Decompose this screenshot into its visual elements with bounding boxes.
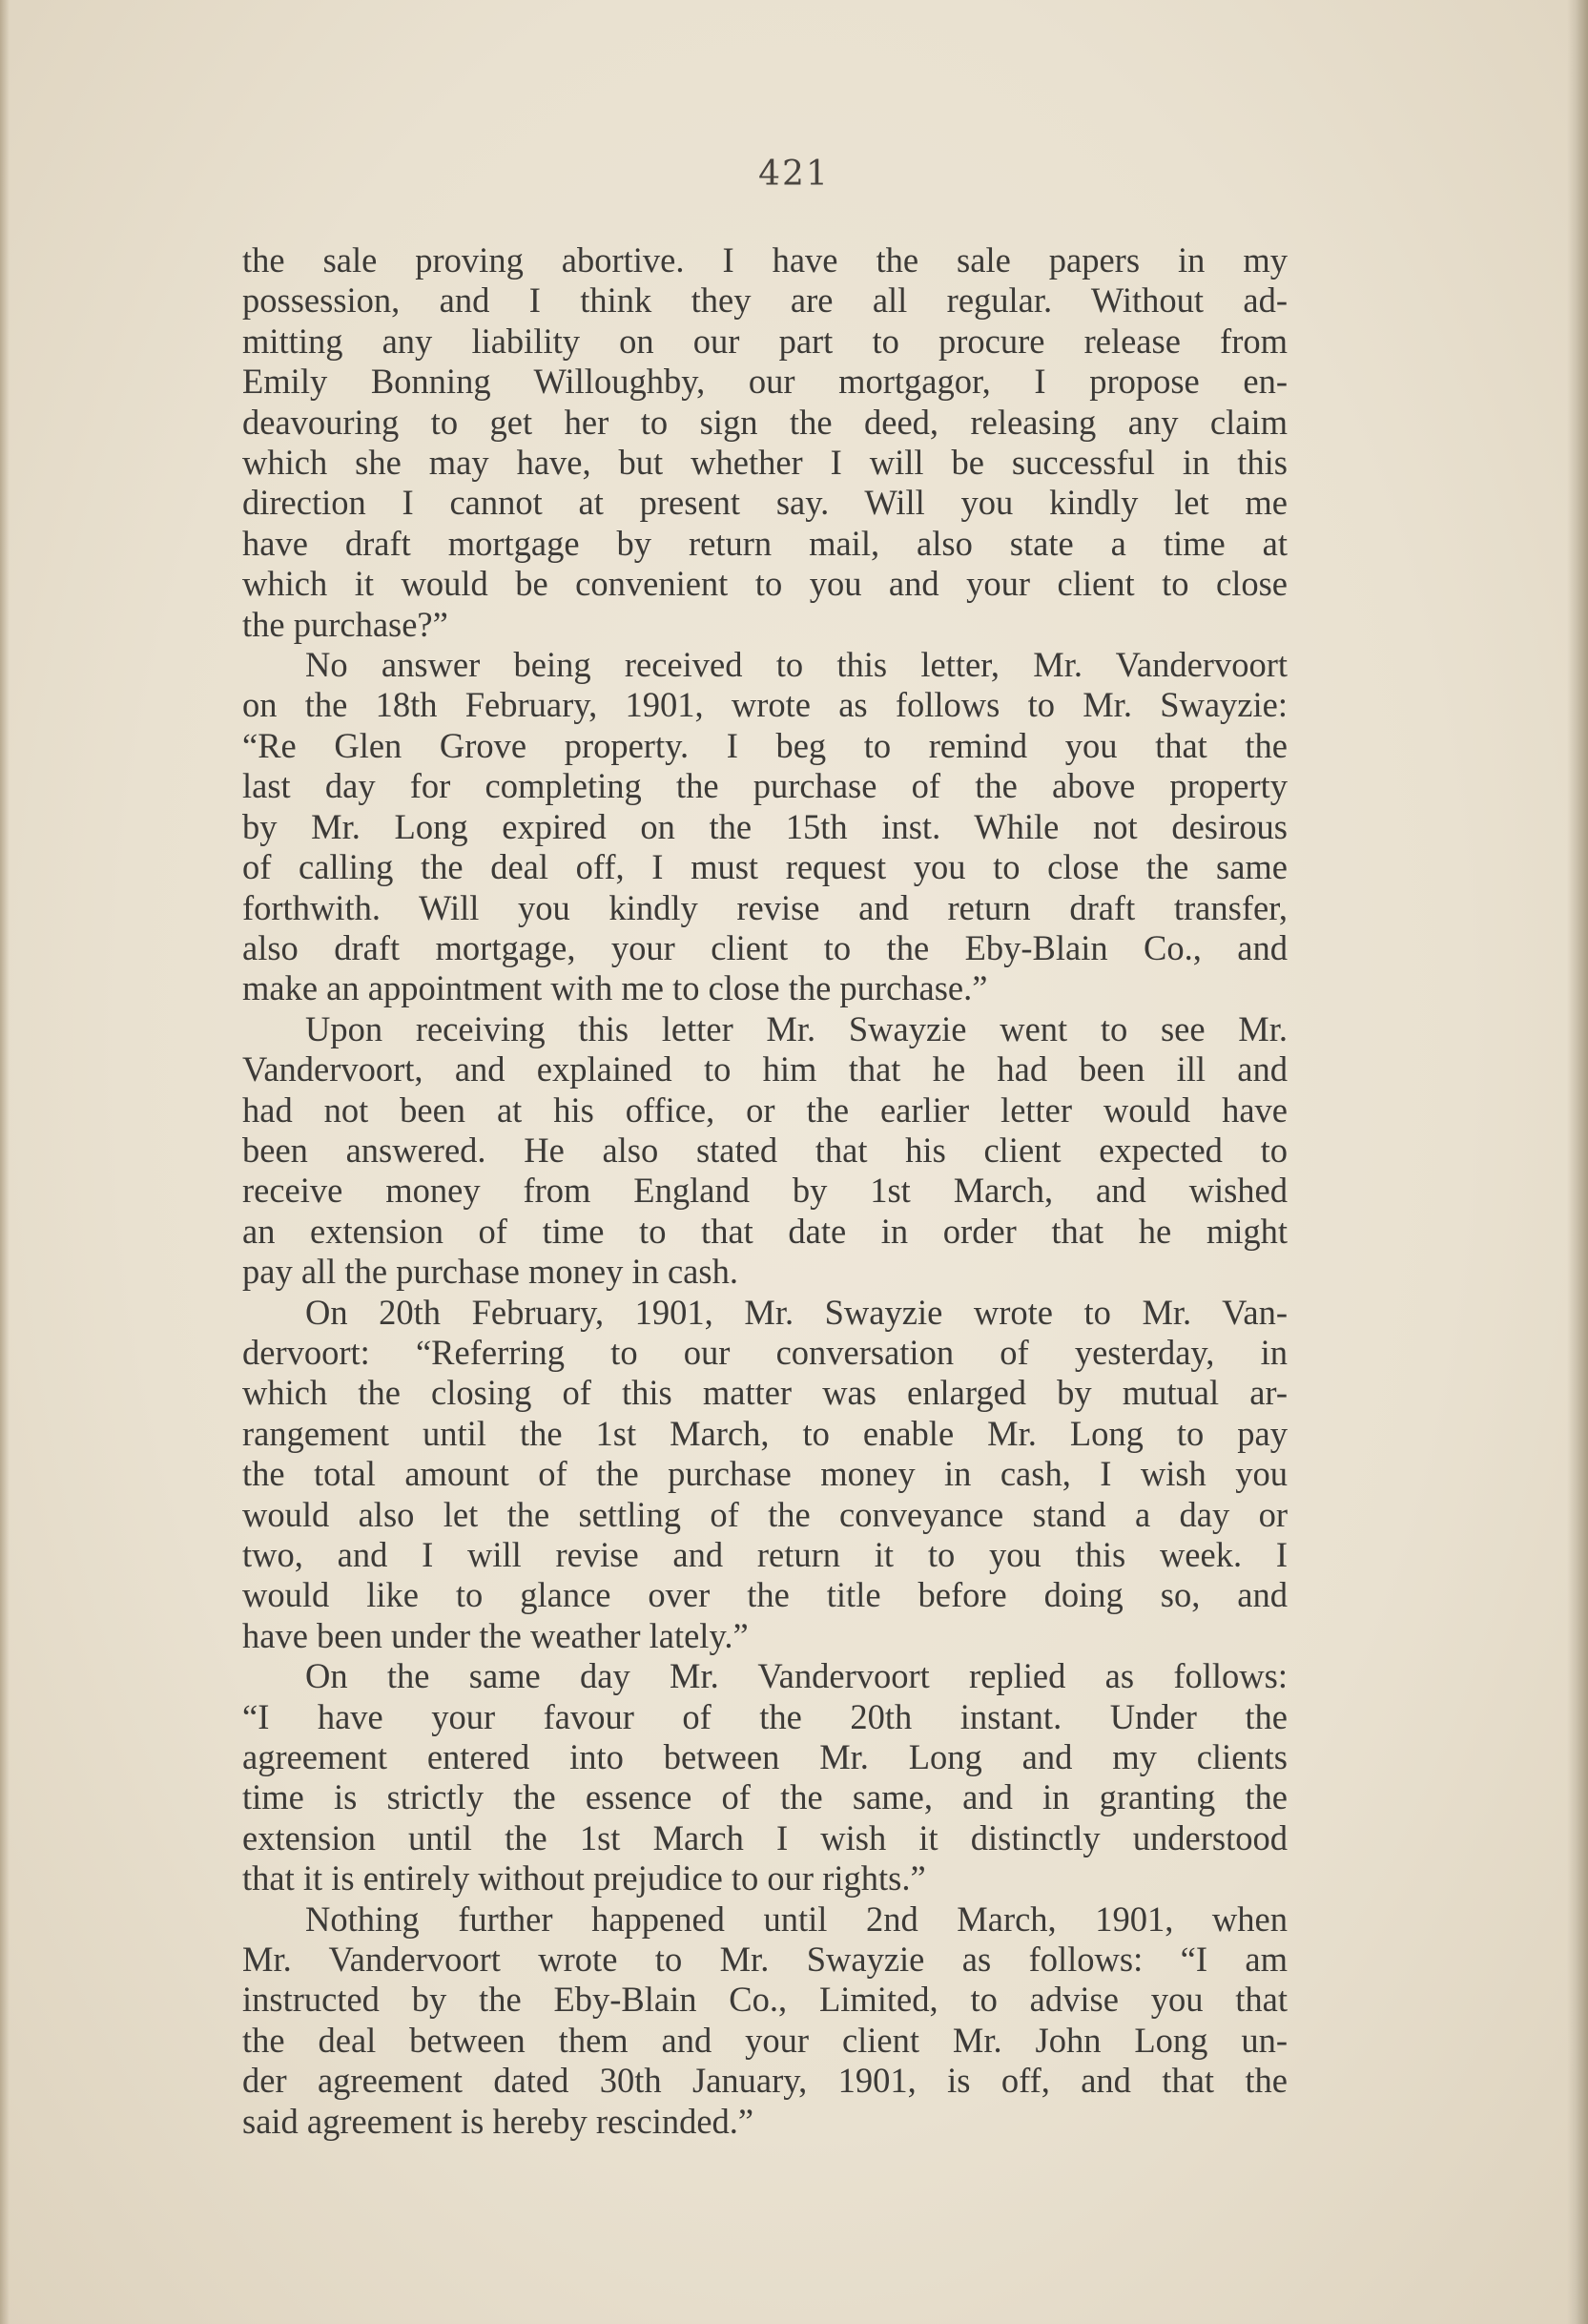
text-line: Nothing further happened until 2nd March, 1901, when <box>305 1899 1288 1939</box>
text-line: pay all the purchase money in cash. <box>242 1252 738 1292</box>
text-line: last day for completing the purchase of the above property <box>242 766 1288 806</box>
text-line: said agreement is hereby rescinded.” <box>242 2101 754 2141</box>
text-line: No answer being received to this letter, Mr. Vandervoort <box>305 645 1288 685</box>
text-line: “I have your favour of the 20th instant. Under the <box>242 1696 1288 1736</box>
text-line: mitting any liability on our part to procure release from <box>242 321 1288 361</box>
text-line: receive money from England by 1st March, and wished <box>242 1171 1288 1211</box>
text-line: on the 18th February, 1901, wrote as follows to Mr. Swayzie: <box>242 685 1288 725</box>
page-number: 421 <box>758 155 830 194</box>
text-line: On the same day Mr. Vandervoort replied as follows: <box>305 1656 1288 1696</box>
text-line: Vandervoort, and explained to him that he had been ill and <box>242 1049 1288 1089</box>
text-line: would like to glance over the title before doing so, and <box>242 1575 1288 1615</box>
text-line: had not been at his office, or the earlier letter would have <box>242 1089 1288 1130</box>
text-line: deavouring to get her to sign the deed, releasing any claim <box>242 402 1288 442</box>
text-line: have draft mortgage by return mail, also state a time at <box>242 523 1288 563</box>
text-line: der agreement dated 30th January, 1901, is off, and that the <box>242 2061 1288 2101</box>
text-line: rangement until the 1st March, to enable Mr. Long to pay <box>242 1413 1288 1453</box>
text-line: which it would be convenient to you and your client to close <box>242 564 1288 604</box>
text-line: direction I cannot at present say. Will you kindly let me <box>242 483 1288 523</box>
text-line: would also let the settling of the conveyance stand a day or <box>242 1494 1288 1534</box>
body-text <box>242 240 1288 2142</box>
text-line: forthwith. Will you kindly revise and return draft transfer, <box>242 887 1288 927</box>
text-line: make an appointment with me to close the purchase.” <box>242 968 988 1008</box>
text-line: possession, and I think they are all regular. Without ad- <box>242 280 1288 321</box>
text-line: dervoort: “Referring to our conversation of yesterday, in <box>242 1332 1288 1372</box>
text-line: Emily Bonning Willoughby, our mortgagor, I propose en- <box>242 362 1288 402</box>
text-line: which the closing of this matter was enlarged by mutual ar- <box>242 1373 1288 1413</box>
text-line: instructed by the Eby-Blain Co., Limited, to advise you that <box>242 1980 1288 2020</box>
page-left-edge <box>0 0 10 2324</box>
text-line: agreement entered into between Mr. Long and my clients <box>242 1737 1288 1777</box>
text-line: been answered. He also stated that his client expected to <box>242 1130 1288 1170</box>
text-line: two, and I will revise and return it to you this week. I <box>242 1535 1288 1574</box>
text-line: time is strictly the essence of the same, and in granting the <box>242 1777 1288 1817</box>
text-line: the total amount of the purchase money in cash, I wish you <box>242 1454 1288 1494</box>
text-line: the purchase?” <box>242 604 448 644</box>
text-line: On 20th February, 1901, Mr. Swayzie wrote to Mr. Van- <box>305 1292 1288 1332</box>
text-line: which she may have, but whether I will be successful in this <box>242 443 1288 483</box>
page-right-edge <box>1567 0 1588 2324</box>
text-line: “Re Glen Grove property. I beg to remind you that the <box>242 725 1288 765</box>
text-line: Mr. Vandervoort wrote to Mr. Swayzie as follows: “I am <box>242 1940 1288 1980</box>
text-line: the sale proving abortive. I have the sale papers in my <box>242 240 1288 280</box>
text-line: of calling the deal off, I must request you to close the same <box>242 847 1288 887</box>
text-line: that it is entirely without prejudice to our rights.” <box>242 1858 926 1899</box>
text-line: an extension of time to that date in order that he might <box>242 1211 1288 1251</box>
text-line: the deal between them and your client Mr. John Long un- <box>242 2020 1288 2060</box>
text-line: by Mr. Long expired on the 15th inst. While not desirous <box>242 806 1288 846</box>
text-line: extension until the 1st March I wish it distinctly understood <box>242 1817 1288 1857</box>
text-line: also draft mortgage, your client to the Eby-Blain Co., and <box>242 927 1288 967</box>
text-line: Upon receiving this letter Mr. Swayzie went to see Mr. <box>305 1008 1288 1048</box>
text-line: have been under the weather lately.” <box>242 1615 749 1655</box>
